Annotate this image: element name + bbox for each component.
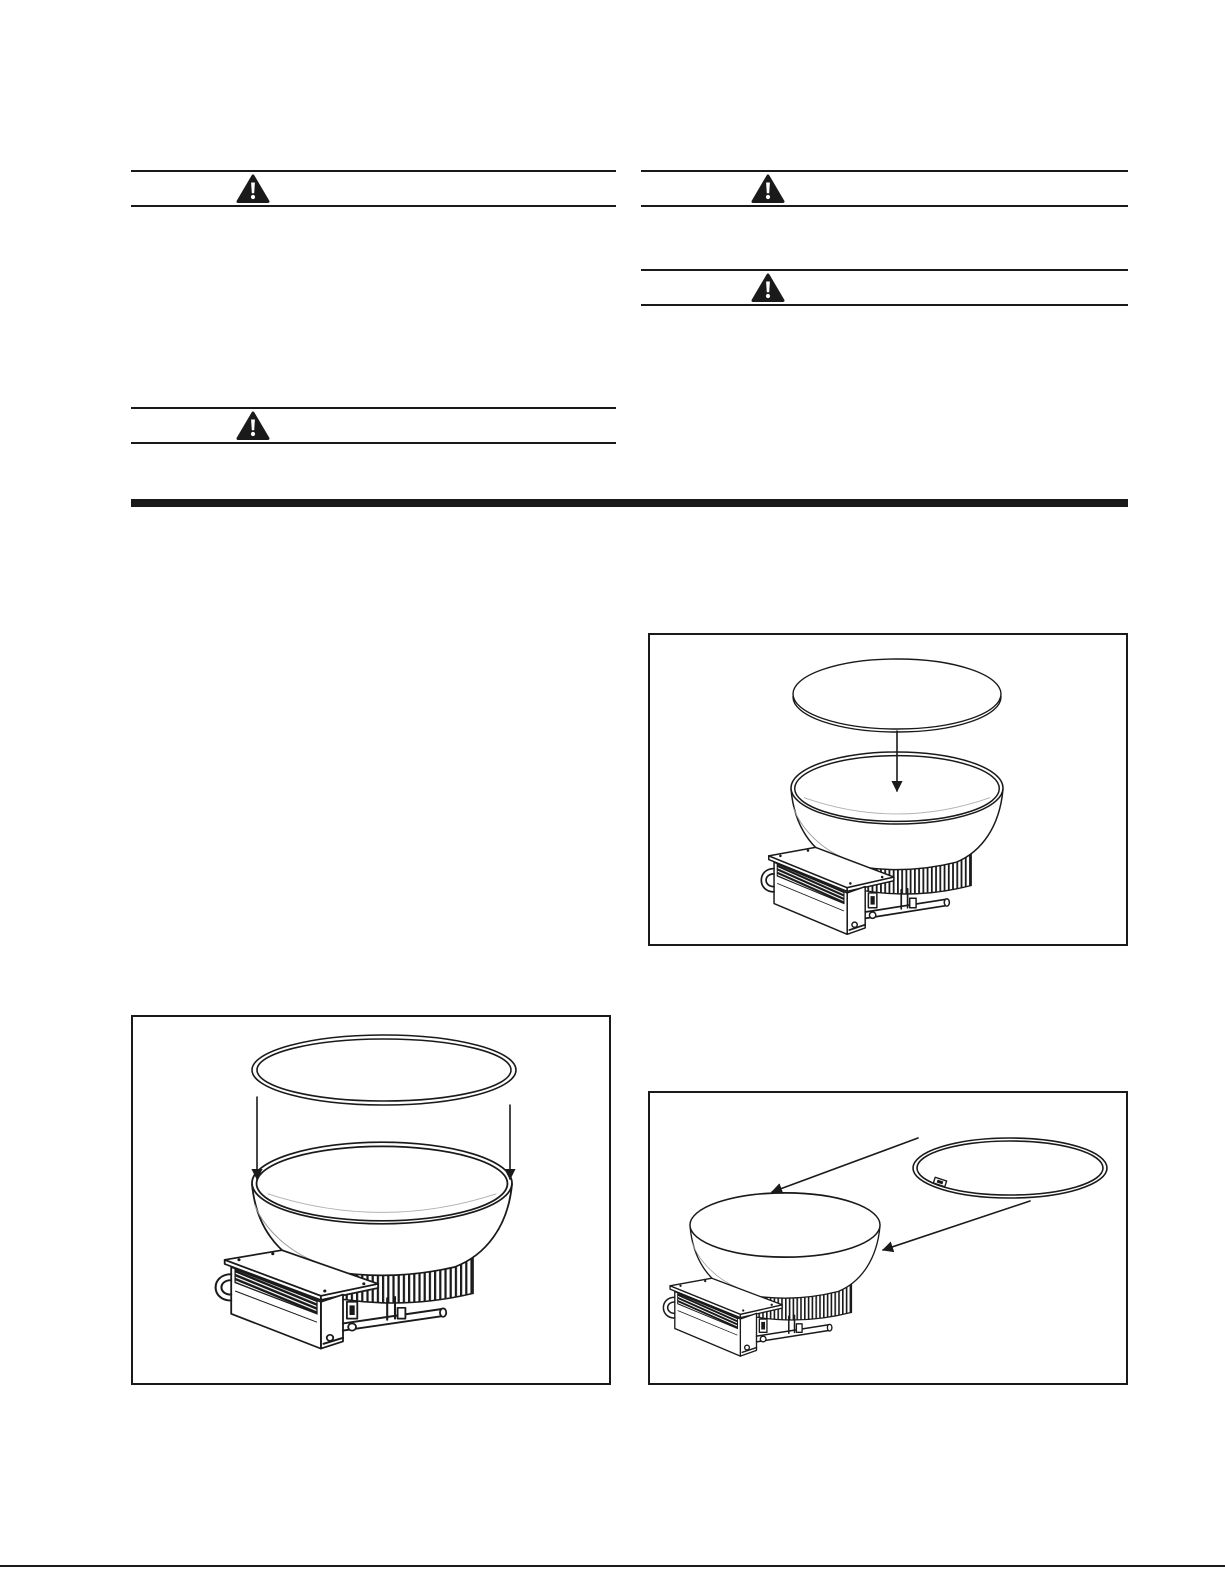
lid-disc-top [793,659,1001,729]
pot-assembly-icon [216,1142,512,1348]
figure-ring-installation [648,1091,1128,1385]
footer-rule [0,1565,1225,1567]
arrow-left-icon [883,1201,1030,1250]
warning-header [131,170,616,207]
gasket-ring-icon [913,1138,1107,1198]
figure-illustration [650,1093,1126,1383]
pot-lid-top [690,1193,880,1257]
figure-illustration [133,1017,609,1383]
warning-header [131,407,616,444]
arrow-left-icon [772,1138,918,1192]
section-divider [131,499,1128,507]
gasket-ring-outer [252,1035,516,1105]
lid-disc-icon [793,659,1001,732]
figure-lid-installation [648,633,1128,946]
figure-illustration [650,635,1126,944]
pot-assembly-icon [761,752,1003,934]
warning-triangle-icon [236,410,270,441]
figure-gasket-installation [131,1015,611,1385]
warning-triangle-icon [751,272,785,303]
warning-header [641,269,1128,306]
gasket-ring-icon [252,1035,516,1105]
gasket-ring-inner [257,1039,511,1101]
warning-triangle-icon [751,173,785,204]
warning-header [641,170,1128,207]
gasket-ring-outer [913,1138,1107,1198]
warning-triangle-icon [236,173,270,204]
